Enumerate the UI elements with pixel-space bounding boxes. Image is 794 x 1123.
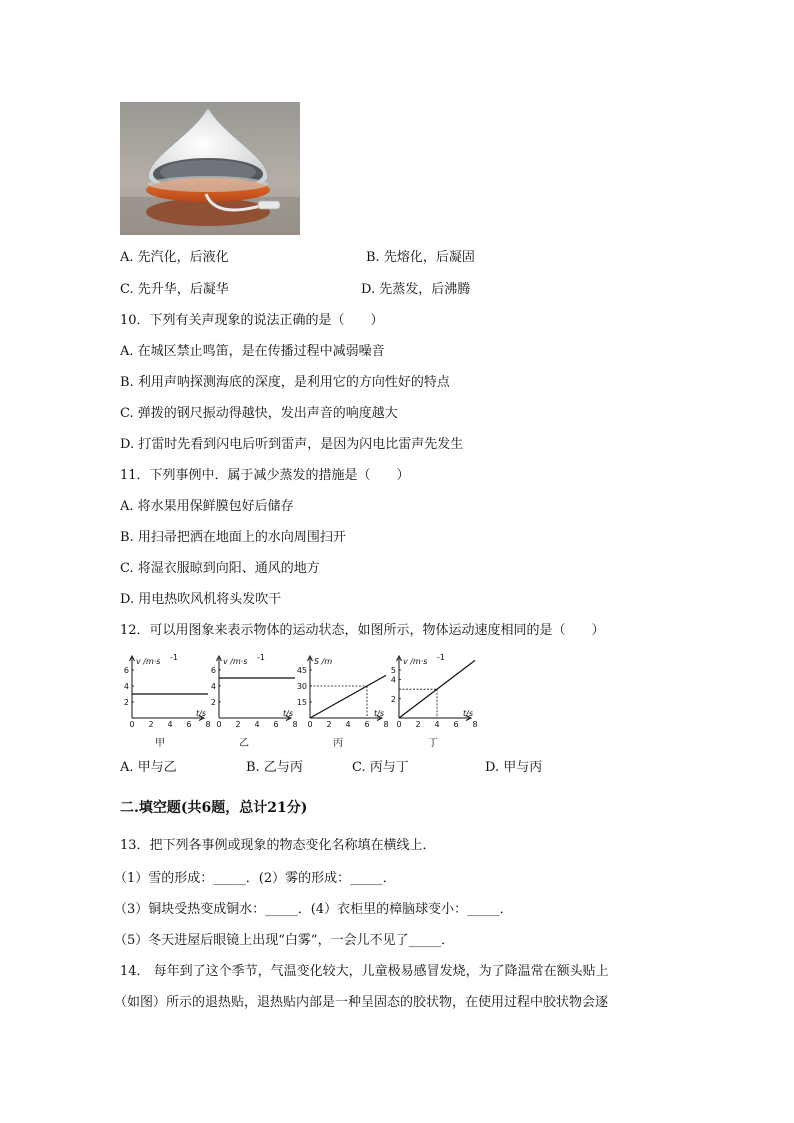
x-tick-label: 2 — [235, 720, 241, 729]
x-axis-unit: t/s — [463, 709, 473, 718]
q12-option-d: D. 甲与丙 — [485, 760, 543, 775]
q12-option-b: B. 乙与丙 — [246, 760, 303, 775]
graph-label-yi: 乙 — [239, 738, 249, 749]
graph-label-jia: 甲 — [155, 738, 165, 749]
y-tick-label: 2 — [390, 694, 396, 704]
graph-yi — [205, 652, 298, 730]
y-unit-superscript: -1 — [170, 653, 178, 662]
graph-label-bing: 丙 — [333, 738, 343, 749]
y-tick-label: 4 — [123, 682, 129, 691]
graph-bing-svg — [296, 652, 389, 730]
q12-option-c: C. 丙与丁 — [352, 760, 409, 775]
y-tick-label: 4 — [390, 675, 396, 685]
y-tick-label: 6 — [123, 666, 129, 675]
y-tick-label: 2 — [210, 698, 216, 707]
graph-bing — [296, 652, 389, 730]
q13-line-1: （1）雪的形成：_____．(2）雾的形成：_____． — [114, 871, 396, 886]
y-unit-superscript: -1 — [437, 653, 445, 662]
graph-jia — [118, 652, 211, 730]
x-axis-unit: t/s — [196, 709, 206, 718]
q12-option-a: A. 甲与乙 — [120, 760, 177, 775]
y-tick-label: 15 — [296, 698, 307, 707]
y-axis-label: v /m·s — [223, 657, 248, 666]
y-axis-label: v /m·s — [136, 657, 161, 666]
x-tick-label: 2 — [415, 720, 421, 729]
q11-option-a: A. 将水果用保鲜膜包好后储存 — [120, 499, 294, 514]
q11-stem: 11．下列事例中．属于减少蒸发的措施是（ ） — [120, 468, 410, 483]
y-tick-label: 5 — [390, 666, 396, 675]
x-tick-label: 8 — [383, 720, 389, 729]
y-axis-label: S /m — [314, 657, 333, 666]
y-unit-superscript: -1 — [257, 653, 265, 662]
x-tick-label: 8 — [472, 720, 478, 729]
x-tick-label: 6 — [453, 720, 459, 729]
x-axis-unit: t/s — [283, 709, 293, 718]
q11-option-c: C. 将湿衣服晾到向阳、通风的地方 — [120, 561, 320, 576]
y-axis-label: v /m·s — [403, 657, 428, 666]
q10-stem: 10．下列有关声现象的说法正确的是（ ） — [120, 313, 384, 328]
x-tick-label: 4 — [254, 720, 260, 729]
q9-option-c: C. 先升华，后凝华 — [120, 282, 229, 297]
q10-option-b: B. 利用声呐探测海底的深度，是利用它的方向性好的特点 — [120, 375, 450, 390]
x-tick-label: 2 — [326, 720, 332, 729]
q14-line-1: 14． 每年到了这个季节，气温变化较大，儿童极易感冒发烧，为了降温常在额头贴上 — [120, 964, 609, 979]
y-tick-label: 6 — [210, 666, 216, 675]
q10-option-d: D. 打雷时先看到闪电后听到雷声，是因为闪电比雷声先发生 — [120, 437, 464, 452]
y-tick-label: 4 — [210, 682, 216, 691]
q9-option-a: A. 先汽化，后液化 — [120, 250, 229, 265]
graph-ding — [385, 652, 478, 730]
q13-stem: 13．把下列各事例或现象的物态变化名称填在横线上． — [120, 838, 436, 853]
graph-ding-svg — [385, 652, 478, 730]
y-tick-label: 2 — [123, 698, 129, 707]
x-tick-label: 4 — [167, 720, 173, 729]
q11-option-b: B. 用扫帚把洒在地面上的水向周围扫开 — [120, 530, 346, 545]
x-tick-label: 8 — [205, 720, 211, 729]
q10-option-a: A. 在城区禁止鸣笛，是在传播过程中减弱噪音 — [120, 344, 385, 359]
graph-yi-svg — [205, 652, 298, 730]
solar-still-photo — [120, 102, 300, 235]
q11-option-d: D. 用电热吹风机将头发吹干 — [120, 592, 282, 607]
x-tick-label: 0 — [129, 720, 135, 729]
x-axis-unit: t/s — [374, 709, 384, 718]
q12-stem: 12．可以用图象来表示物体的运动状态，如图所示，物体运动速度相同的是（ ） — [120, 623, 605, 638]
x-tick-label: 6 — [186, 720, 192, 729]
x-tick-label: 4 — [434, 720, 440, 729]
graph-label-ding: 丁 — [428, 738, 438, 749]
x-tick-label: 0 — [307, 720, 313, 729]
q9-option-d: D. 先蒸发，后沸腾 — [361, 282, 471, 297]
q14-line-2: （如图）所示的退热贴，退热贴内部是一种呈固态的胶状物，在使用过程中胶状物会逐 — [114, 995, 609, 1010]
x-tick-label: 6 — [364, 720, 370, 729]
section-heading: 二.填空题(共6题，总计21分) — [120, 800, 308, 816]
q9-option-b: B. 先熔化，后凝固 — [366, 250, 475, 265]
x-tick-label: 4 — [345, 720, 351, 729]
y-tick-label: 45 — [296, 666, 307, 675]
x-tick-label: 8 — [292, 720, 298, 729]
graph-jia-svg — [118, 652, 211, 730]
x-tick-label: 2 — [148, 720, 154, 729]
x-tick-label: 0 — [216, 720, 222, 729]
x-tick-label: 6 — [273, 720, 279, 729]
q13-line-2: （3）铜块受热变成铜水：_____．(4）衣柜里的樟脑球变小：_____． — [114, 902, 513, 917]
x-tick-label: 0 — [396, 720, 402, 729]
q13-line-3: （5）冬天进屋后眼镜上出现“白雾”，一会儿不见了_____． — [114, 933, 455, 948]
q10-option-c: C. 弹拨的钢尺振动得越快，发出声音的响度越大 — [120, 406, 398, 421]
y-tick-label: 30 — [296, 682, 307, 691]
